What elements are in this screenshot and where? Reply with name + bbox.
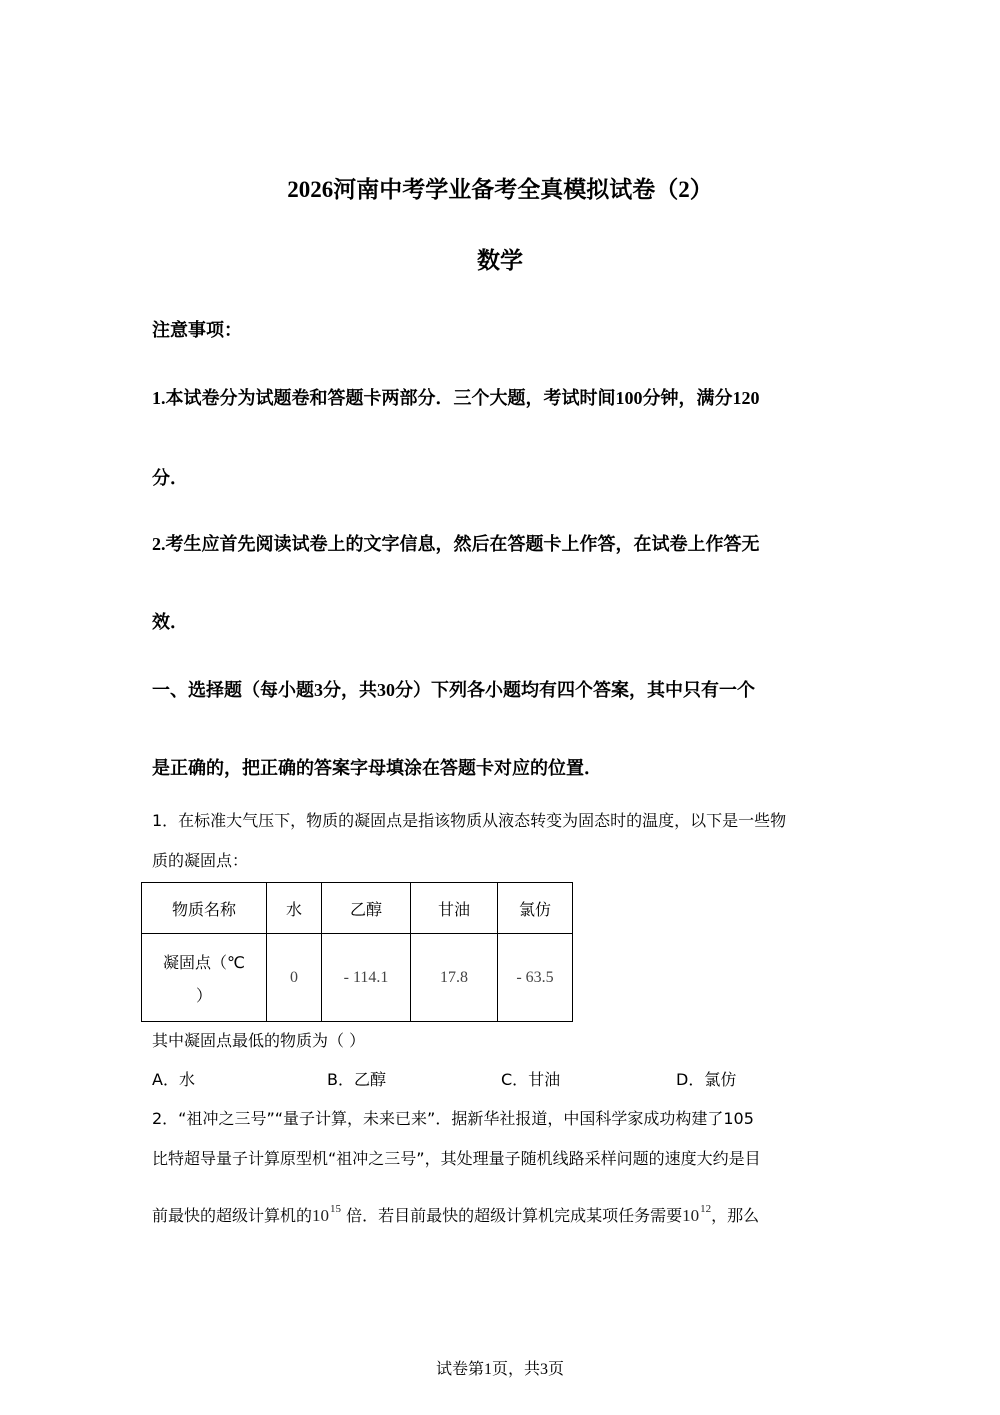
notice-item-1-line-2: 分．	[152, 468, 188, 488]
q1-option-d: D．氯仿	[676, 1070, 737, 1089]
q1-stem-line-2: 质的凝固点：	[152, 851, 249, 870]
q2-line-2: 比特超导量子计算原型机“祖冲之三号”，其处理量子随机线路采样问题的速度大约是目	[152, 1149, 761, 1168]
row-label-line-2: ）	[195, 985, 212, 1005]
q1-option-a: A．水	[152, 1070, 195, 1089]
exam-title: 2026河南中考学业备考全真模拟试卷（2）	[287, 177, 713, 202]
table-cell: 17.8	[411, 934, 498, 1022]
power-expression	[682, 1203, 712, 1225]
q1-option-c: C．甘油	[501, 1070, 561, 1089]
table-header-cell: 乙醇	[322, 883, 411, 934]
q2-line-3-part-a: 前最快的超级计算机的	[152, 1206, 313, 1225]
notice-heading: 注意事项：	[152, 320, 242, 341]
q1-stem-line-1: 1．在标准大气压下，物质的凝固点是指该物质从液态转变为固态时的温度，以下是一些物	[152, 811, 787, 830]
q2-line-3-part-c: ，那么	[711, 1206, 760, 1225]
notice-item-2-line-2: 效．	[152, 612, 188, 632]
power-base: 10	[682, 1206, 700, 1225]
notice-item-2-line-1: 2.考生应首先阅读试卷上的文字信息，然后在答题卡上作答，在试卷上作答无	[152, 534, 760, 554]
table-cell: - 114.1	[322, 934, 411, 1022]
subject-title: 数学	[477, 248, 523, 273]
q2-line-1: 2．“祖冲之三号”“量子计算，未来已来”．据新华社报道，中国科学家成功构建了105	[152, 1109, 754, 1128]
page-footer: 试卷第1页，共3页	[435, 1361, 564, 1378]
power-expression	[312, 1203, 342, 1225]
table-header-row	[142, 883, 573, 934]
power-exponent: 15	[330, 1203, 342, 1215]
power-base: 10	[312, 1206, 330, 1225]
section-1-heading-line-2: 是正确的，把正确的答案字母填涂在答题卡对应的位置．	[152, 758, 602, 778]
section-1-heading-line-1: 一、选择题（每小题3分，共30分）下列各小题均有四个答案，其中只有一个	[152, 680, 755, 700]
table-row	[142, 934, 573, 1022]
q2-line-3-part-b: 倍．若目前最快的超级计算机完成某项任务需要	[346, 1206, 683, 1225]
freezing-point-table	[141, 882, 573, 1022]
table-row-label	[142, 934, 267, 1022]
table-header-cell: 物质名称	[142, 883, 267, 934]
table-header-cell: 水	[267, 883, 322, 934]
q1-option-b: B．乙醇	[327, 1070, 386, 1089]
power-exponent: 12	[700, 1203, 712, 1215]
q2-line-3	[152, 1203, 759, 1226]
notice-item-1-line-1: 1.本试卷分为试题卷和答题卡两部分．三个大题，考试时间100分钟，满分120	[152, 388, 760, 408]
table-header-cell: 甘油	[411, 883, 498, 934]
table-cell: 0	[267, 934, 322, 1022]
table-header-cell: 氯仿	[498, 883, 573, 934]
q1-question: 其中凝固点最低的物质为（ ）	[152, 1031, 366, 1050]
row-label-line-1: 凝固点（℃	[163, 952, 245, 972]
table-cell: - 63.5	[498, 934, 573, 1022]
